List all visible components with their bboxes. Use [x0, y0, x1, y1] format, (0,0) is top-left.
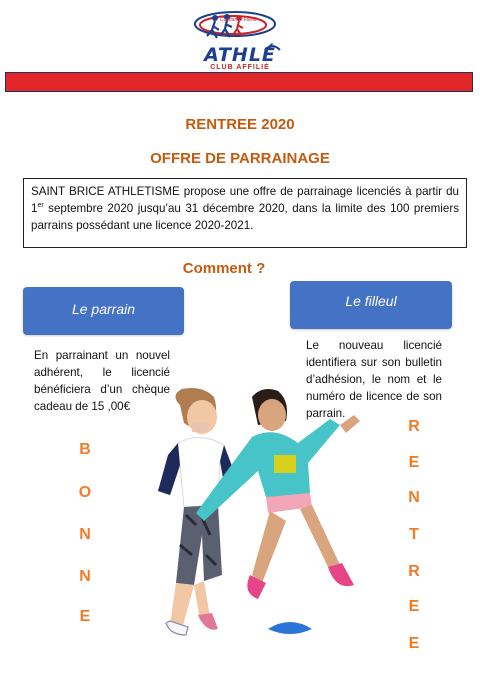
girl-left	[158, 388, 236, 635]
offer-superscript: er	[37, 202, 44, 210]
letter: T	[409, 526, 419, 543]
offer-box	[23, 178, 467, 248]
parrain-label: Le parrain	[71, 301, 136, 317]
letter: N	[79, 568, 91, 585]
filleul-box	[290, 281, 452, 329]
logo-subtitle: CLUB AFFILIÉ	[210, 64, 270, 71]
letter: N	[408, 489, 420, 506]
letter: B	[79, 441, 91, 458]
parrain-description: En parrainant un nouvel adhérent, le licencié bénéficiera d’un chèque cadeau de 15 ,00€	[34, 349, 170, 413]
title-rentree: RENTREE 2020	[185, 116, 295, 133]
letter: O	[78, 484, 92, 501]
offer-text-start: SAINT BRICE ATHLETISME propose une offre de parrainage licenciés à partir du 1	[31, 185, 459, 215]
filleul-label: Le filleul	[345, 293, 397, 309]
letter: N	[79, 526, 91, 543]
letter: E	[79, 608, 91, 625]
title-offre: OFFRE DE PARRAINAGE	[150, 150, 330, 167]
letter: R	[408, 563, 420, 580]
filleul-description: Le nouveau licencié identifiera sur son bulletin d’adhésion, le nom et le numéro de licence de son parrain.	[306, 339, 442, 420]
offer-text-end: septembre 2020 jusqu’au 31 décembre 2020, dans la limite des 100 premiers parrains possédant une licence 2020-2021.	[31, 202, 459, 232]
letter: E	[408, 598, 420, 615]
logo-tagline: Confiance Fierté	[220, 17, 257, 23]
parrain-box	[23, 287, 184, 335]
logo-brand: ATHLÉ	[204, 44, 276, 66]
club-logo	[0, 6, 480, 71]
red-banner	[5, 72, 473, 92]
letter: E	[408, 454, 420, 471]
running-girls-photo	[140, 385, 380, 675]
letter: R	[408, 418, 420, 435]
comment-heading: Comment ?	[182, 260, 266, 277]
letter: E	[408, 635, 420, 652]
